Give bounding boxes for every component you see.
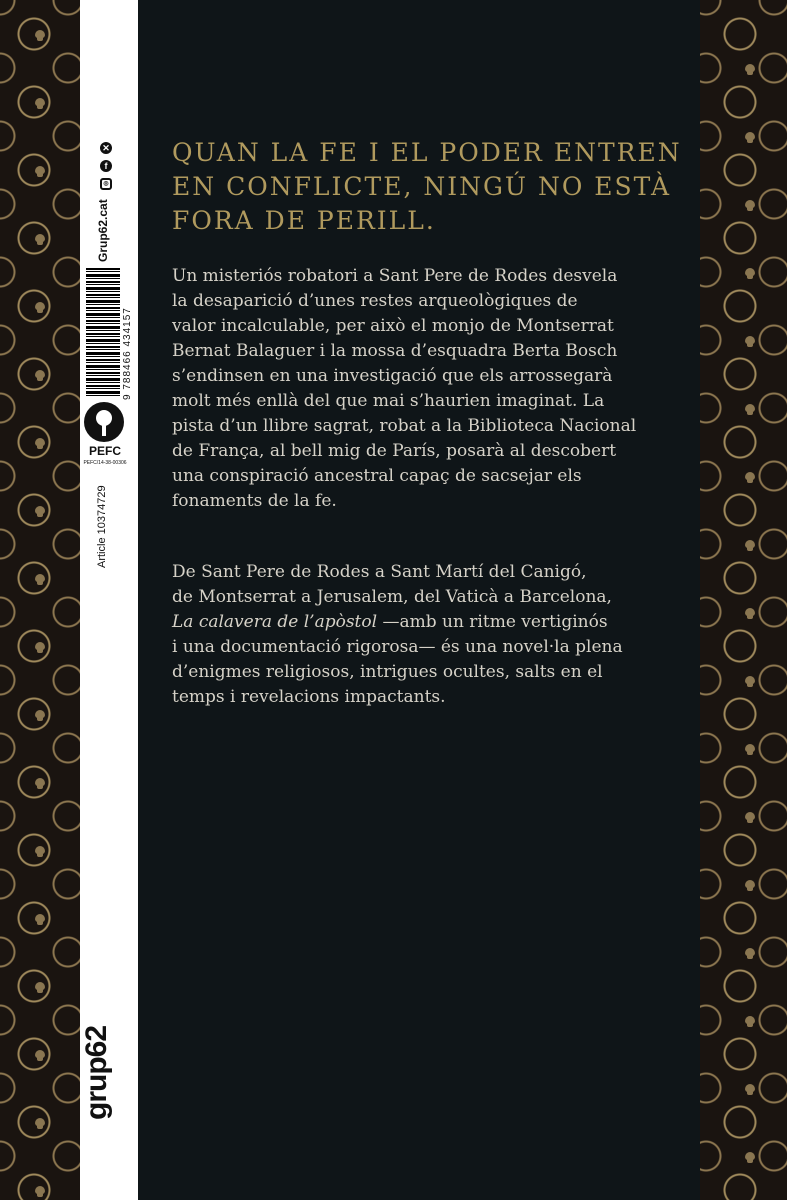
skull-ornament-icon [35, 1186, 45, 1198]
synopsis-line: la desaparició d’unes restes arqueològiques de [172, 291, 578, 311]
facebook-icon: f [100, 160, 112, 172]
headline-line: QUAN LA FE I EL PODER ENTREN [172, 138, 682, 167]
skull-ornament-icon [35, 574, 45, 586]
ornamental-border-left [0, 0, 80, 1200]
skull-ornament-icon [35, 710, 45, 722]
skull-ornament-icon [745, 1084, 755, 1096]
skull-ornament-icon [745, 336, 755, 348]
article-number: Article 10374729 [96, 485, 108, 568]
route-line-rest: —amb un ritme vertiginós [377, 612, 608, 632]
synopsis-paragraph [172, 264, 692, 514]
synopsis-line: Bernat Balaguer i la mossa d’esquadra Berta Bosch [172, 341, 618, 361]
instagram-icon: ◎ [100, 178, 112, 190]
headline-line: EN CONFLICTE, NINGÚ NO ESTÀ [172, 172, 672, 201]
ornamental-border-right [700, 0, 787, 1200]
skull-ornament-icon [35, 1050, 45, 1062]
skull-ornament-icon [745, 1016, 755, 1028]
route-line: temps i revelacions impactants. [172, 687, 446, 707]
skull-ornament-icon [745, 200, 755, 212]
publisher-logo: grup62 [80, 1025, 113, 1120]
synopsis-line: pista d’un llibre sagrat, robat a la Biblioteca Nacional [172, 416, 637, 436]
skull-ornament-icon [35, 234, 45, 246]
route-line: De Sant Pere de Rodes a Sant Martí del Canigó, [172, 562, 587, 582]
skull-ornament-icon [35, 302, 45, 314]
skull-ornament-icon [35, 506, 45, 518]
skull-ornament-icon [745, 268, 755, 280]
route-line [172, 610, 692, 635]
skull-ornament-icon [35, 914, 45, 926]
skull-ornament-icon [35, 1118, 45, 1130]
synopsis-line: Un misteriós robatori a Sant Pere de Rodes desvela [172, 266, 618, 286]
skull-ornament-icon [745, 64, 755, 76]
pefc-tree-icon [84, 402, 124, 442]
skull-ornament-icon [745, 472, 755, 484]
synopsis-line: molt més enllà del que mai s’haurien imaginat. La [172, 391, 605, 411]
skull-ornament-icon [35, 778, 45, 790]
route-line: i una documentació rigorosa— és una novel·la plena [172, 637, 623, 657]
skull-ornament-icon [35, 846, 45, 858]
synopsis-line: una conspiració ancestral capaç de sacsejar els [172, 466, 582, 486]
x-icon: ✕ [100, 142, 112, 154]
pefc-code: PEFC/14-38-00306 [83, 460, 127, 466]
barcode [86, 268, 120, 398]
skull-ornament-icon [745, 744, 755, 756]
skull-ornament-icon [745, 1152, 755, 1164]
skull-ornament-icon [35, 438, 45, 450]
route-line: d’enigmes religiosos, intrigues ocultes, salts en el [172, 662, 603, 682]
headline [172, 136, 692, 238]
skull-ornament-icon [35, 166, 45, 178]
skull-ornament-icon [35, 370, 45, 382]
route-line: de Montserrat a Jerusalem, del Vaticà a Barcelona, [172, 587, 612, 607]
skull-ornament-icon [35, 30, 45, 42]
headline-line: FORA DE PERILL. [172, 206, 436, 235]
route-paragraph [172, 560, 692, 710]
skull-ornament-icon [745, 608, 755, 620]
skull-ornament-icon [745, 880, 755, 892]
skull-ornament-icon [745, 812, 755, 824]
isbn-number: 9 788466 434157 [122, 307, 133, 400]
skull-ornament-icon [35, 642, 45, 654]
website-label: Grup62.cat [96, 199, 110, 262]
skull-ornament-icon [745, 676, 755, 688]
synopsis-line: valor incalculable, per això el monjo de Montserrat [172, 316, 614, 336]
skull-ornament-icon [745, 404, 755, 416]
book-title: La calavera de l’apòstol [172, 612, 378, 632]
skull-ornament-icon [745, 132, 755, 144]
skull-ornament-icon [745, 540, 755, 552]
synopsis-line: de França, al bell mig de París, posarà al descobert [172, 441, 617, 461]
pefc-label: PEFC [88, 444, 121, 458]
synopsis-line: fonaments de la fe. [172, 491, 337, 511]
skull-ornament-icon [35, 98, 45, 110]
skull-ornament-icon [745, 948, 755, 960]
synopsis-line: s’endinsen en una investigació que els arrossegarà [172, 366, 613, 386]
skull-ornament-icon [35, 982, 45, 994]
